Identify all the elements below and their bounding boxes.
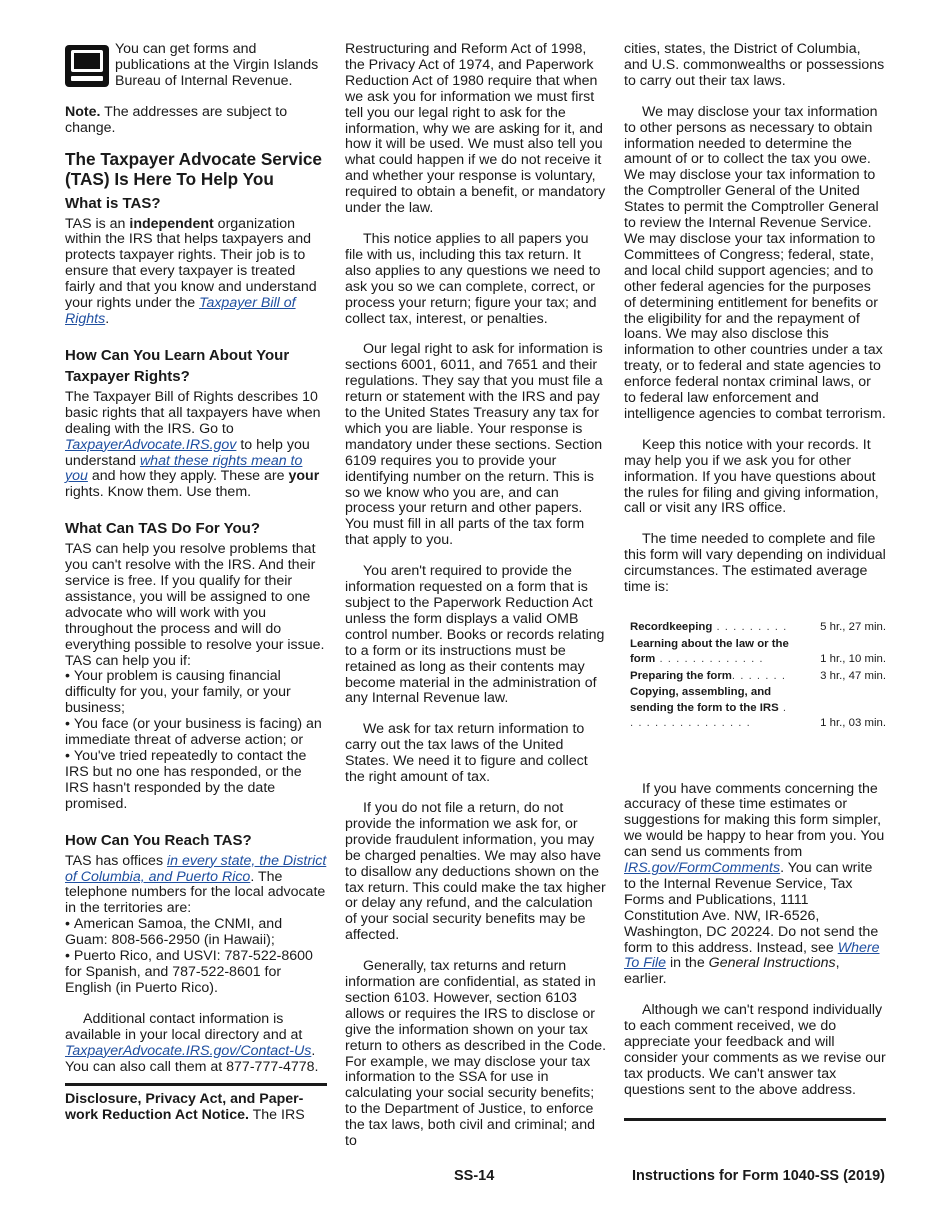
paragraph: Keep this notice with your records. It may help you if we ask you for other information. If you have questions about the rules for filing and giving information, call or visit any IRS office. — [624, 436, 879, 517]
paragraph: cities, states, the District of Columbia, and U.S. commonwealths or possessions to carry out their tax laws. — [624, 41, 885, 89]
tas-heading: The Taxpayer Advocate Service (TAS) Is Here To Help You — [65, 148, 322, 189]
table-row: Copying, assembling, and sending the form to the IRS . . . . . . . . . . . . . . . . 1 hr., 03 min. — [630, 686, 886, 729]
learn-rights-heading: How Can You Learn About Your Taxpayer Rights? — [65, 346, 290, 385]
paragraph: If you do not file a return, do not provide the information we ask for, or provide fraudulent information, you may be charged penalties. We may also have to disallow any deductions shown on the tax return. This could make the tax higher or delay any refund, and the calculation of your social security benefits may be affected. — [345, 799, 606, 944]
learn-rights-text: The Taxpayer Bill of Rights describes 10 basic rights that all taxpayers have when dealing with the IRS. Go to TaxpayerAdvocate.IRS.gov to help you understand what these rights mean to you and how they apply. These are your rights. Know them. Use them. — [65, 388, 321, 501]
what-tas-do-heading: What Can TAS Do For You? — [65, 520, 260, 538]
what-is-tas-heading: What is TAS? — [65, 194, 161, 212]
paragraph: Although we can't respond individually to each comment received, we do appreciate your feedback and will consider your comments as we revise our tax products. We can't answer tax questions sent to the above address. — [624, 1002, 886, 1098]
document-title: Instructions for Form 1040-SS (2019) — [631, 1168, 885, 1184]
where-to-file-link[interactable]: Where To File — [624, 939, 880, 972]
list-item: • You've tried repeatedly to contact the IRS but no one has responded, or the IRS hasn't responded by the date promised. — [65, 749, 327, 813]
form-comments-link[interactable]: IRS.gov/FormComments — [624, 860, 781, 877]
comments-paragraph: If you have comments concerning the accuracy of these time estimates or suggestions for making this form simpler, we would be happy to hear from you. You can send us comments from IRS.gov/FormComments. You can write to the Internal Revenue Service, Tax Forms and Publications, 1111 Constitution Ave. NW, IR-6526, Washington, DC 20224. Do not send the form to this address. Instead, see Where To File in the General Instructions, earlier. — [624, 780, 885, 988]
list-item: • Your problem is causing financial difficulty for you, your family, or your business; — [65, 669, 327, 717]
computer-icon — [65, 45, 109, 87]
contact-text: Additional contact information is available in your local directory and at TaxpayerAdvocate.IRS.gov/Contact-Us. You can also call them at 877-777-4778. — [65, 1010, 319, 1075]
table-row: Recordkeeping . . . . . . . . . 5 hr., 27 min. — [630, 621, 886, 633]
section-divider — [65, 1083, 327, 1124]
list-item: • You face (or your business is facing) an immediate threat of adverse action; or — [65, 717, 327, 749]
forms-text: You can get forms and publications at the Virgin Islands Bureau of Internal Revenue. — [115, 41, 319, 89]
note: Note. The addresses are subject to change. — [65, 103, 288, 136]
time-estimates-table — [624, 620, 886, 732]
list-item: • American Samoa, the CNMI, and Guam: 808-566-2950 (in Hawaii); — [65, 917, 327, 949]
column-middle — [345, 42, 607, 1150]
what-is-tas-text: TAS is an independent organization within the IRS that helps taxpayers and protects taxpayer rights. Their job is to ensure that every taxpayer is treated fairly and that you know and understand your rights under the Taxpayer Bill of Rights. — [65, 215, 317, 327]
paragraph: We ask for tax return information to carry out the tax laws of the United States. We need it to figure and collect the right amount of tax. — [345, 721, 588, 786]
paragraph: Generally, tax returns and return information are confidential, as stated in section 6103. However, section 6103 allows or requires the IRS to disclose or give the information shown on your tax return to others as described in the Code. For example, we may disclose your tax information to the SSA for use in calculating your social security benefits; to the Department of Justice, to enforce the tax laws, both civil and criminal; and to — [345, 958, 607, 1150]
rights-meaning-link[interactable]: what these rights mean to you — [65, 452, 303, 485]
disclosure-text: Disclosure, Privacy Act, and Paper-work Reduction Act Notice. The IRS — [65, 1091, 305, 1124]
forms-notice — [65, 42, 327, 90]
table-row: Learning about the law or the form . . . . . . . . . . . . . 1 hr., 10 min. — [630, 637, 886, 665]
column-left — [65, 42, 327, 1124]
paragraph: Our legal right to ask for information is sections 6001, 6011, and 7651 and their regulations. They say that you must file a return or statement with the IRS and pay to the United States Treasury any tax for which you are liable. Your response is mandatory under these sections. Section 6109 requires you to provide your identifying number on the return. This is so we know who you are, and can process your return and other papers. You must fill in all parts of the tax form that apply to you. — [345, 341, 603, 549]
reach-tas-text: TAS has offices in every state, the District of Columbia, and Puerto Rico. The telephone numbers for the local advocate in the territories are: — [65, 852, 327, 917]
what-tas-do-text: TAS can help you resolve problems that you can't resolve with the IRS. And their service is free. If you qualify for their assistance, you will be assigned to one advocate who will work with you throughout the process and will do everything possible to resolve your issue. TAS can help you if: — [65, 541, 325, 669]
column-right — [624, 42, 886, 1121]
page-number: SS-14 — [454, 1168, 495, 1184]
paragraph: Restructuring and Reform Act of 1998, the Privacy Act of 1974, and Paperwork Reduction Act of 1980 require that when we ask you for information we must first tell you our legal right to ask for the information, why we are asking for it, and how it will be used. We must also tell you what could happen if we do not receive it and whether your response is voluntary, required to obtain a benefit, or mandatory under the law. — [345, 41, 606, 217]
paragraph: The time needed to complete and file this form will vary depending on individual circumstances. The estimated average time is: — [624, 531, 886, 596]
end-divider — [624, 1118, 886, 1121]
contact-us-link[interactable]: TaxpayerAdvocate.IRS.gov/Contact-Us — [65, 1042, 312, 1059]
paragraph: We may disclose your tax information to other persons as necessary to obtain information needed to determine the amount of or to collect the tax you owe. We may disclose your tax information to the Comptroller General of the United States to permit the Comptroller General to review the Internal Revenue Service. We may disclose your tax information to Committees of Congress; federal, state, and local child support agencies; and to other federal agencies for the purposes of determining entitlement for benefits or the eligibility for and the repayment of loans. We may also disclose this information to other countries under a tax treaty, or to federal and state agencies to enforce federal nontax criminal laws, or to federal law enforcement and intelligence agencies to combat terrorism. — [624, 103, 886, 422]
taxpayer-advocate-link[interactable]: TaxpayerAdvocate.IRS.gov — [65, 436, 237, 453]
table-row: Preparing the form. . . . . . . 3 hr., 47 min. — [630, 669, 886, 682]
paragraph: You aren't required to provide the information requested on a form that is subject to the Paperwork Reduction Act unless the form displays a valid OMB control number. Books or records relating to a form or its instructions must be retained as long as their contents may become material in the administration of any Internal Revenue law. — [345, 563, 605, 707]
list-item: • Puerto Rico, and USVI: 787-522-8600 for Spanish, and 787-522-8601 for English (in Puerto Rico). — [65, 949, 327, 997]
paragraph: This notice applies to all papers you file with us, including this tax return. It also applies to any questions we need to ask you so we can complete, correct, or process your return; figure your tax; and collect tax, interest, or penalties. — [345, 230, 601, 327]
reach-tas-heading: How Can You Reach TAS? — [65, 831, 252, 849]
offices-link[interactable]: in every state, the District of Columbia, and Puerto Rico — [65, 852, 327, 885]
taxpayer-bill-of-rights-link[interactable]: Taxpayer Bill of Rights — [65, 295, 296, 327]
